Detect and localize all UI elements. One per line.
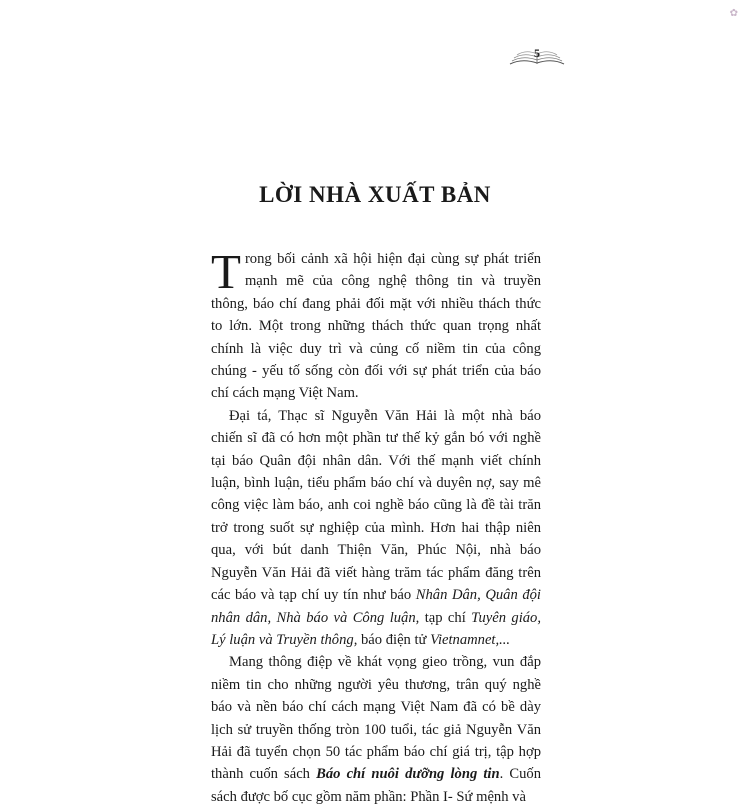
- body-text: [211, 244, 542, 808]
- page-number: 5: [534, 46, 540, 60]
- publication-names-3: Vietnamnet,...: [430, 631, 511, 648]
- paragraph-3: [211, 651, 541, 808]
- drop-cap: T: [211, 244, 241, 299]
- paragraph-3-text-b: . Cuốn sách được bố cục gồm năm phần: Phần I- Sứ mệnh và: [211, 766, 542, 805]
- paragraph-2-text-a: Đại tá, Thạc sĩ Nguyễn Văn Hải là một nhà báo chiến sĩ đã có hơn một phần tư thế kỷ gắn bó với nghề tại báo Quân đội nhân dân. Với thế mạnh viết chính luận, bình luận, tiểu phẩm báo chí và duyên nợ, say mê công việc làm báo, anh coi nghề báo cũng là đề tài trăn trở trong suốt sự nghiệp của mình. Hơn hai thập niên qua, với bút danh Thiện Văn, Phúc Nội, nhà báo Nguyễn Văn Hải đã viết hàng trăm tác phẩm đăng trên các báo và tạp chí uy tín như báo: [211, 407, 541, 604]
- book-title: Báo chí nuôi dưỡng lòng tin: [316, 766, 500, 783]
- paragraph-3-text-a: Mang thông điệp về khát vọng gieo trồng, vun đắp niềm tin cho những người yêu thương, trân quý nghề báo và nền báo chí cách mạng Việt Nam đã có bề dày lịch sử truyền thống tròn 100 tuổi, tác giả Nguyễn Văn Hải đã tuyển chọn 50 tác phẩm báo chí giá trị, tập hợp thành cuốn sách: [211, 654, 541, 783]
- paragraph-1-text: rong bối cảnh xã hội hiện đại cùng sự phát triển mạnh mẽ của công nghệ thông tin và truyền thông, báo chí đang phải đối mặt với nhiều thách thức to lớn. Một trong những thách thức quan trọng nhất chính là việc duy trì và củng cố niềm tin của công chúng - yếu tố sống còn đối với sự phát triển của báo chí cách mạng Việt Nam.: [211, 251, 541, 402]
- page-number-ornament: [508, 44, 566, 68]
- publication-names-1: Nhân Dân, Quân đội nhân dân, Nhà báo và Công luận,: [211, 587, 541, 626]
- paragraph-2: [211, 405, 541, 651]
- page-title: LỜI NHÀ XUẤT BẢN: [259, 182, 491, 207]
- corner-flower-icon: ✿: [729, 8, 738, 19]
- paragraph-2-text-b: tạp chí: [419, 609, 472, 626]
- paragraph-1: [211, 244, 541, 405]
- publication-names-2: Tuyên giáo, Lý luận và Truyền thông,: [211, 609, 542, 648]
- paragraph-2-text-c: báo điện tử: [357, 631, 431, 648]
